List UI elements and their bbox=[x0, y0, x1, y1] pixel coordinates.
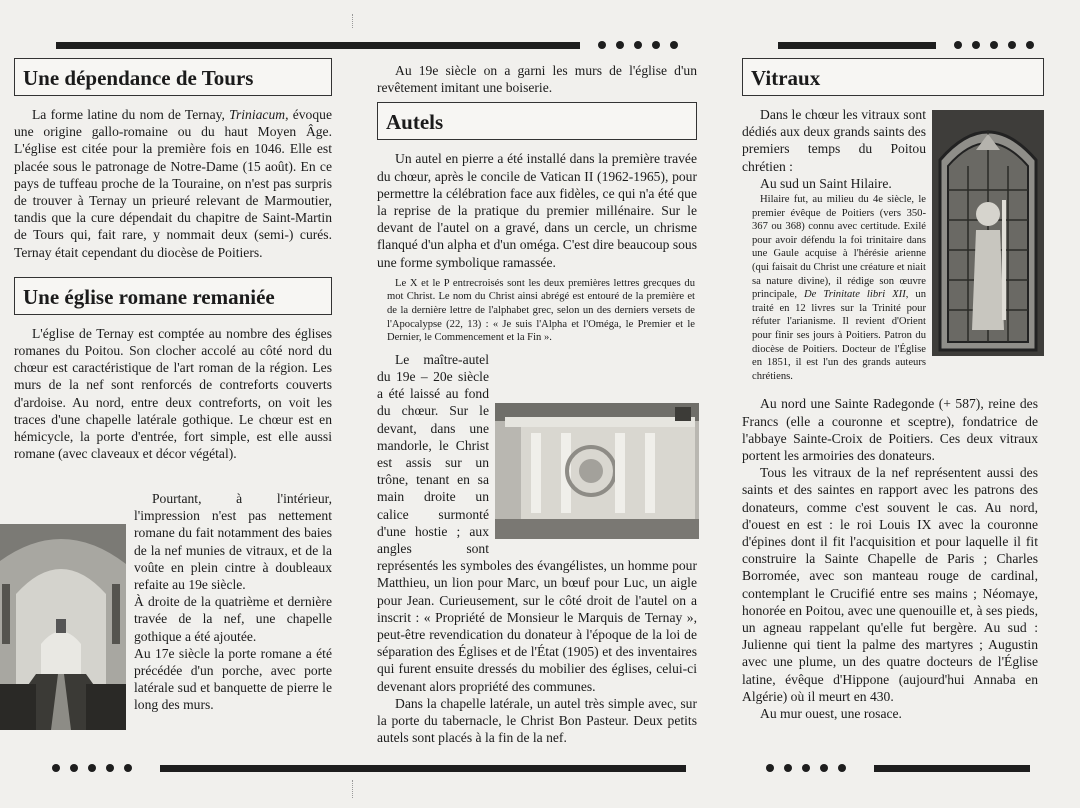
church-interior-graphic bbox=[0, 524, 126, 730]
altar-photo bbox=[495, 403, 699, 539]
heading-eglise-romane: Une église romane remaniée bbox=[14, 277, 332, 315]
paragraph-boiserie: Au 19e siècle on a garni les murs de l'église d'un revêtement imitant une boiserie. bbox=[377, 63, 697, 96]
paragraph-vitraux-nef: Tous les vitraux de la nef représentent aussi des saints et des saintes en rapport avec les patrons des donateurs, comme c'est souvent le cas. Au nord, d'ouest en est : le roi Louis IX avec la couronne d'épines dont il fit l'acquisition et pour laquelle il fit construire la Sainte Chapelle de Paris ; Charles Borromée, avec son manteau rouge de cardinal, contemplant le Crucifié entre ses mains ; Néomaye, honorée en Poitou, avec une quenouille et, à ses pieds, un agneau rappelant qu'elle fut bergère. Au sud : Julienne qui tient la palme des martyres ; Augustin avec une plume, un des quatre docteurs de l'Église latine, évêque d'Hippone (aujourd'hui Annaba en Algérie) où il meurt en 430. bbox=[742, 465, 1038, 704]
top-dots-right bbox=[954, 41, 1034, 49]
column-2 bbox=[377, 62, 697, 746]
column-1 bbox=[14, 56, 332, 462]
column-3 bbox=[742, 56, 1038, 722]
bottom-rule-right bbox=[874, 765, 1030, 772]
stained-glass-graphic bbox=[932, 110, 1044, 356]
heading-vitraux: Vitraux bbox=[742, 58, 1044, 96]
bottom-dots-right bbox=[766, 764, 846, 772]
note-chrisme: Le X et le P entrecroisés sont les deux premières lettres grecques du mot Christ. Le nom du Christ ainsi abrégé est entouré de la première et de la dernière lettre de l'alphabet grec, selon un des derniers versets de l'Apocalypse (22, 13) : « Je suis l'Alpha et l'Oméga, le Premier et le Dernier, le Commencement et la Fin ». bbox=[387, 277, 695, 344]
paragraph-origine: La forme latine du nom de Ternay, Triniacum, évoque une origine gallo-romaine ou du haut Moyen Âge. L'église est citée pour la première fois en 1046. Elle est placée sous le patronage de Notre-Dame (15 août). En ce pays de tuffeau proche de la Touraine, on n'est pas surpris de trouver à Ternay un prieuré relevant de Marmoutier, tandis que la cure dépendait du chapitre de Saint-Martin de Tours qui, fait rare, y nommait deux (semi-) curés. Ternay était cependant du diocèse de Poitiers. bbox=[14, 107, 332, 260]
paragraph-choeur: Dans le chœur les vitraux sont dédiés aux deux grands saints des premiers temps du Poitou chrétien : bbox=[742, 107, 926, 174]
top-rule-left bbox=[56, 42, 580, 49]
church-interior-photo bbox=[0, 524, 126, 730]
paragraph-chapelle-laterale: Dans la chapelle latérale, un autel très simple avec, sur la porte du tabernacle, le Christ Bon Pasteur. Deux petits autels sont placés à la fin de la nef. bbox=[377, 695, 697, 746]
bottom-rule-left bbox=[160, 765, 686, 772]
fold-mark-top bbox=[352, 14, 353, 28]
paragraph-interieur: Pourtant, à l'intérieur, l'impression n'est pas nettement romane du fait notamment des baies de la nef munies de vitraux, et de la voûte en plein cintre à doubleaux refaite au 19e siècle. bbox=[14, 490, 332, 593]
paragraph-autel-pierre: Un autel en pierre a été installé dans la première travée du chœur, après le concile de Vatican II (1962-1965), pour permettre la célébration face aux fidèles, ce qui n'a été que la reprise de la pratique du premier millénaire. Sur le devant de l'autel on a gravé, dans un cercle, un chrisme flanqué d'un alpha et d'un oméga. C'est dire beaucoup sous une forme symbolique ramassée. bbox=[377, 151, 697, 270]
paragraph-chapelle: À droite de la quatrième et dernière travée de la nef, une chapelle gothique a été ajoutée. bbox=[134, 594, 332, 644]
paragraph-rosace: Au mur ouest, une rosace. bbox=[760, 705, 902, 721]
top-dots-left bbox=[598, 41, 678, 49]
paragraph-hilaire: Au sud un Saint Hilaire. bbox=[760, 175, 892, 191]
heading-dependance: Une dépendance de Tours bbox=[14, 58, 332, 96]
heading-autels: Autels bbox=[377, 102, 697, 140]
paragraph-porche: Au 17e siècle la porte romane a été précédée d'un porche, avec porte latérale sud et banquette de pierre le long des murs. bbox=[134, 645, 332, 713]
paragraph-radegonde: Au nord une Sainte Radegonde (+ 587), reine des Francs (elle a couronne et sceptre), fondatrice de l'abbaye Sainte-Croix de Poitiers. Ces deux vitraux portent les armoiries des donateurs. bbox=[742, 396, 1038, 463]
column-1-lower bbox=[14, 490, 332, 730]
altar-graphic bbox=[495, 403, 699, 539]
stained-glass-photo bbox=[932, 110, 1044, 356]
fold-mark-bottom bbox=[352, 780, 353, 798]
note-hilaire: Hilaire fut, au milieu du 4e siècle, le premier évêque de Poitiers (vers 350-367 ou 368) connu avec certitude. Exilé pour avoir défendu la foi trinitaire dans une Gaule acquise à l'hérésie arienne (qui faisait du Christ une créature et niait sa nature divine), il rédige son œuvre principale, De Trinitate libri XII, un traité en 12 livres sur la Trinité pour réfuter l'arianisme. Il revient d'Orient pour finir ses jours à Poitiers. Patron du diocèse de Poitiers. Docteur de l'Église en 1851, il est l'un des grands auteurs chrétiens. bbox=[752, 194, 926, 382]
paragraph-eglise: L'église de Ternay est comptée au nombre des églises romanes du Poitou. Son clocher accolé au côté nord du chœur est caractéristique de l'art roman de la région. Les murs de la nef sont renforcés de contreforts couverts d'ardoise. Au nord, entre deux contreforts, on voit les traces d'une chapelle latérale gothique. Le chœur est en hémicycle, la porte d'entrée, fort simple, est elle aussi romane (avec claveaux et décor végétal). bbox=[14, 325, 332, 462]
paragraph-maitre-autel: Le maître-autel du 19e – 20e siècle a été laissé au fond du chœur. Sur le devant, dans une mandorle, le Christ est assis sur un trône, tenant en sa main droite un calice surmonté d'une hostie ; aux angles sont représentés les symboles des évangélistes, un homme pour Matthieu, un lion pour Marc, un bœuf pour Luc, un aigle pour Jean. Curieusement, sur le côté droit de l'autel on a inscrit : « Propriété de Monsieur le Marquis de Ternay », peut-être revendication du donateur à l'époque de la loi de séparation des Églises et de l'État (1905) et des inventaires qui furent ensuite dressés du mobilier des églises, celui-ci devenant alors propriété des communes. bbox=[377, 351, 697, 694]
bottom-dots-left bbox=[52, 764, 132, 772]
top-rule-right bbox=[778, 42, 936, 49]
